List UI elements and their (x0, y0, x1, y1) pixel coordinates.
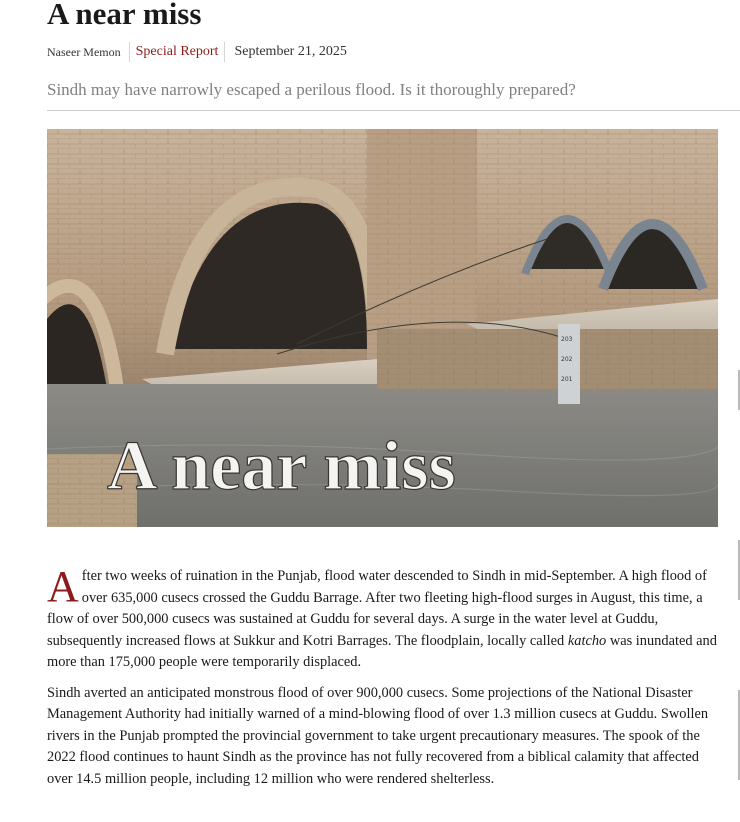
publish-date: September 21, 2025 (234, 44, 347, 59)
hero-image (47, 129, 718, 527)
hero-overlay-title: A near miss (107, 428, 456, 505)
article-title: A near miss (47, 0, 202, 31)
article-body (47, 562, 719, 790)
paragraph-2: Sindh averted an anticipated monstrous flood of over 900,000 cusecs. Some projections of the National Disaster Management Authority had initially warned of a mind-blowing flood of over 1.3 million cusecs at Guddu. Swollen rivers in the Punjab prompted the provincial government to take urgent precautionary measures. The spook of the 2022 flood continues to haunt Sindh as the province has not fully recovered from a biblical calamity that affected over 14.5 million people, including 12 million who were rendered shelterless. (47, 684, 709, 787)
paragraph-text: was inundated and more than 175,000 people were temporarily displaced. (47, 632, 717, 670)
italic-term: katcho (567, 632, 607, 649)
gauge-label: 202 (561, 356, 573, 363)
paragraph-text: fter two weeks of ruination in the Punjab, flood water descended to Sindh in mid-September. A high flood of over 635,000 cusecs crossed the Guddu Barrage. After two fleeting high-flood surges in August, this time, a flow of over 500,000 cusecs was sustained at Guddu for several days. A surge in the water level at Guddu, subsequently increased flows at Sukkur and Kotri Barrages. The floodplain, locally called (47, 568, 707, 649)
paragraph-1 (47, 562, 719, 674)
article-subtitle: Sindh may have narrowly escaped a perilous flood. Is it thoroughly prepared? (47, 80, 576, 99)
header-divider (47, 110, 740, 111)
category-link[interactable]: Special Report (135, 44, 219, 59)
article-meta (47, 41, 347, 63)
gauge-label: 201 (561, 376, 573, 383)
gauge-label: 203 (561, 336, 573, 343)
drop-cap: A (47, 562, 79, 611)
page-edge-marks (736, 370, 740, 790)
author-name[interactable]: Naseer Memon (47, 44, 121, 59)
